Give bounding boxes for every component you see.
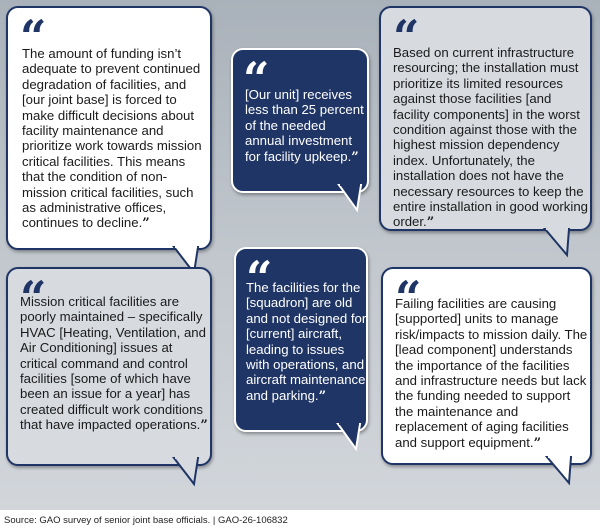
quote-bubble-1 [6, 6, 212, 250]
quote-text-5: The facilities for the [squadron] are old and not designed for [current] aircraft, leading to issues with operations, and aircraft maintenance and parking.” [246, 280, 367, 404]
quote-text-1: The amount of funding isn’t adequate to prevent continued degradation of facilities, and [our joint base] is forced to make difficult decisions about facility maintenance and prioritize work towards mission critical facilities. This means that the condition of non-mission critical facilities, such as administrative offices, continues to decline.” [22, 46, 202, 232]
open-quote-icon: “ [395, 271, 422, 325]
speech-tail [543, 228, 579, 258]
speech-tail [545, 456, 581, 486]
quote-text-2: [Our unit] receives less than 25 percent of the needed annual investment for facility upkeep.” [245, 87, 364, 165]
quote-text-6: Failing facilities are causing [supported] units to manage risk/impacts to mission daily. The [lead component] understands the importance of the facilities and infrastructure needs but lack the funding needed to support the maintenance and replacement of aging facilities and support equipment.” [395, 296, 588, 451]
quote-bubble-6 [381, 267, 592, 465]
open-quote-icon: “ [393, 10, 420, 64]
quote-text-4: Mission critical facilities are poorly maintained – specifically HVAC [Heating, Ventilation, and Air Conditioning] issues at critical command and control facilities [some of which have been an issue for a year] has created difficult work conditions that have impacted operations.” [20, 294, 208, 434]
source-note: Source: GAO survey of senior joint base officials. | GAO-26-106832 [4, 515, 288, 526]
quote-bubble-2 [231, 48, 369, 193]
speech-tail [336, 423, 372, 453]
quote-text-3: Based on current infrastructure resourcing; the installation must prioritize its limited resources against those facilities [and facility components] in the worst condition against those with the highest mission dependency index. Unfortunately, the installation does not have the necessary resources to keep the entire installation in good working order.” [393, 45, 588, 231]
open-quote-icon: “ [20, 271, 47, 325]
quote-bubble-3 [379, 6, 592, 231]
speech-tail [337, 184, 373, 214]
open-quote-icon: “ [243, 52, 270, 106]
speech-tail [172, 457, 208, 487]
open-quote-icon: “ [246, 251, 273, 305]
quote-bubble-5 [234, 247, 368, 432]
quote-bubble-4 [6, 267, 212, 466]
open-quote-icon: “ [20, 10, 47, 64]
